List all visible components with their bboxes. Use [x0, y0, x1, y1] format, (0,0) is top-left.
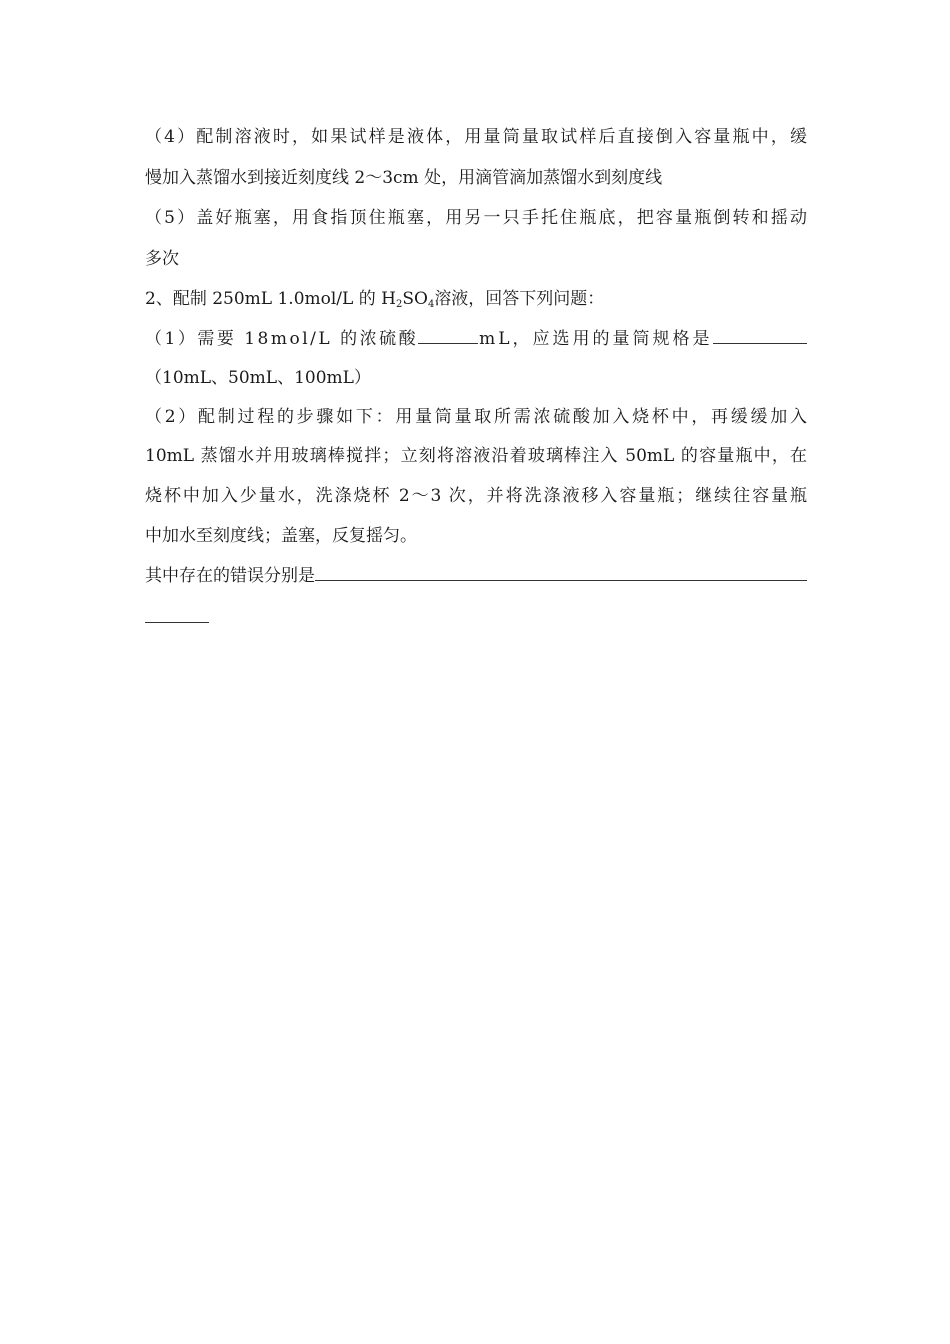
h-subscript: 2	[395, 299, 403, 310]
part-2-line-4: 中加水至刻度线；盖塞，反复摇匀。	[145, 526, 417, 546]
cylinder-spec-blank[interactable]	[713, 326, 808, 344]
part-1-question-b: mL，应选用的量筒规格是	[479, 329, 713, 349]
problem-2-part-1	[145, 326, 807, 351]
problem-2-title	[145, 287, 807, 311]
so-subscript: 4	[427, 299, 435, 310]
part-2-line-3: 烧杯中加入少量水，洗涤烧杯 2～3 次，并将洗涤液移入容量瓶；继续往容量瓶	[145, 486, 807, 506]
problem-2-title-prefix: 2、配制 250mL 1.0mol/L 的 H	[145, 289, 396, 309]
problem-2-title-suffix: 溶液，回答下列问题：	[434, 289, 605, 309]
q5-line-2: 多次	[145, 249, 179, 269]
errors-prompt-line	[145, 563, 807, 588]
problem-2-title-mid: SO	[402, 289, 428, 309]
q4-line-2: 慢加入蒸馏水到接近刻度线 2～3cm 处，用滴管滴加蒸馏水到刻度线	[145, 168, 663, 188]
part-2-line-2: 10mL 蒸馏水并用玻璃棒搅拌；立刻将溶液沿着玻璃棒注入 50mL 的容量瓶中，在	[145, 446, 807, 466]
part-1-question-a: （1）需要 18mol/L 的浓硫酸	[145, 329, 419, 349]
acid-volume-blank[interactable]	[418, 326, 478, 344]
q4-line-1: （4）配制溶液时，如果试样是液体，用量筒量取试样后直接倒入容量瓶中，缓	[145, 127, 807, 147]
part-2-line-1: （2）配制过程的步骤如下：用量筒量取所需浓硫酸加入烧杯中，再缓缓加入	[145, 407, 807, 427]
part-1-options: （10mL、50mL、100mL）	[145, 368, 371, 388]
errors-answer-blank[interactable]	[315, 563, 807, 581]
q5-line-1: （5）盖好瓶塞，用食指顶住瓶塞，用另一只手托住瓶底，把容量瓶倒转和摇动	[145, 208, 807, 228]
errors-answer-blank-continuation[interactable]	[145, 622, 209, 623]
errors-prompt: 其中存在的错误分别是	[145, 566, 315, 586]
